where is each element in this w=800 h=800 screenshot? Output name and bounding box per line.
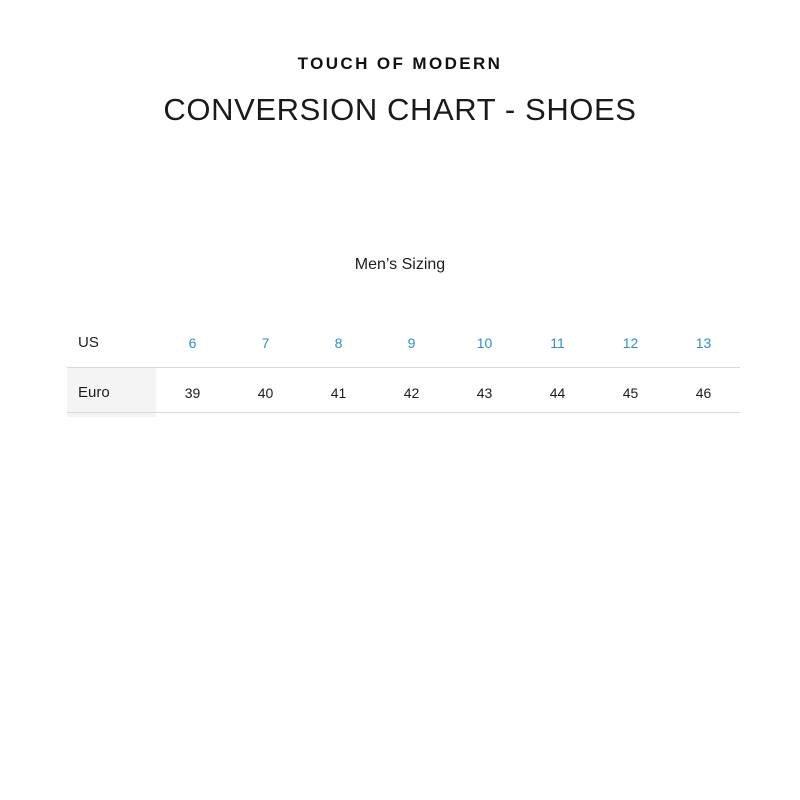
table-row [67,368,740,418]
row-header-euro: Euro [67,368,156,418]
us-size-cell: 13 [667,318,740,368]
brand-wordmark: TOUCH OF MODERN [297,54,503,73]
euro-size-cell: 44 [549,384,566,401]
us-size-cell: 12 [594,318,667,368]
us-size-cell: 9 [375,318,448,368]
euro-size-cell: 42 [403,384,420,401]
us-size-cell: 8 [302,318,375,368]
table-row [67,318,740,368]
us-size-cell: 6 [156,318,229,368]
us-size-cell: 7 [229,318,302,368]
size-conversion-table-wrapper [67,318,740,417]
row-header-us: US [67,318,156,368]
euro-size-cell: 46 [695,384,712,401]
us-size-cell: 11 [521,318,594,368]
euro-size-cell: 41 [330,384,347,401]
table-bottom-divider [67,412,740,413]
us-size-cell: 10 [448,318,521,368]
section-label-mens-sizing: Men’s Sizing [354,256,446,273]
euro-size-cell: 45 [622,384,639,401]
euro-size-cell: 43 [476,384,493,401]
size-conversion-table [67,318,740,417]
euro-size-cell: 40 [257,384,274,401]
euro-size-cell: 39 [184,384,201,401]
page-title: CONVERSION CHART - SHOES [163,92,637,127]
